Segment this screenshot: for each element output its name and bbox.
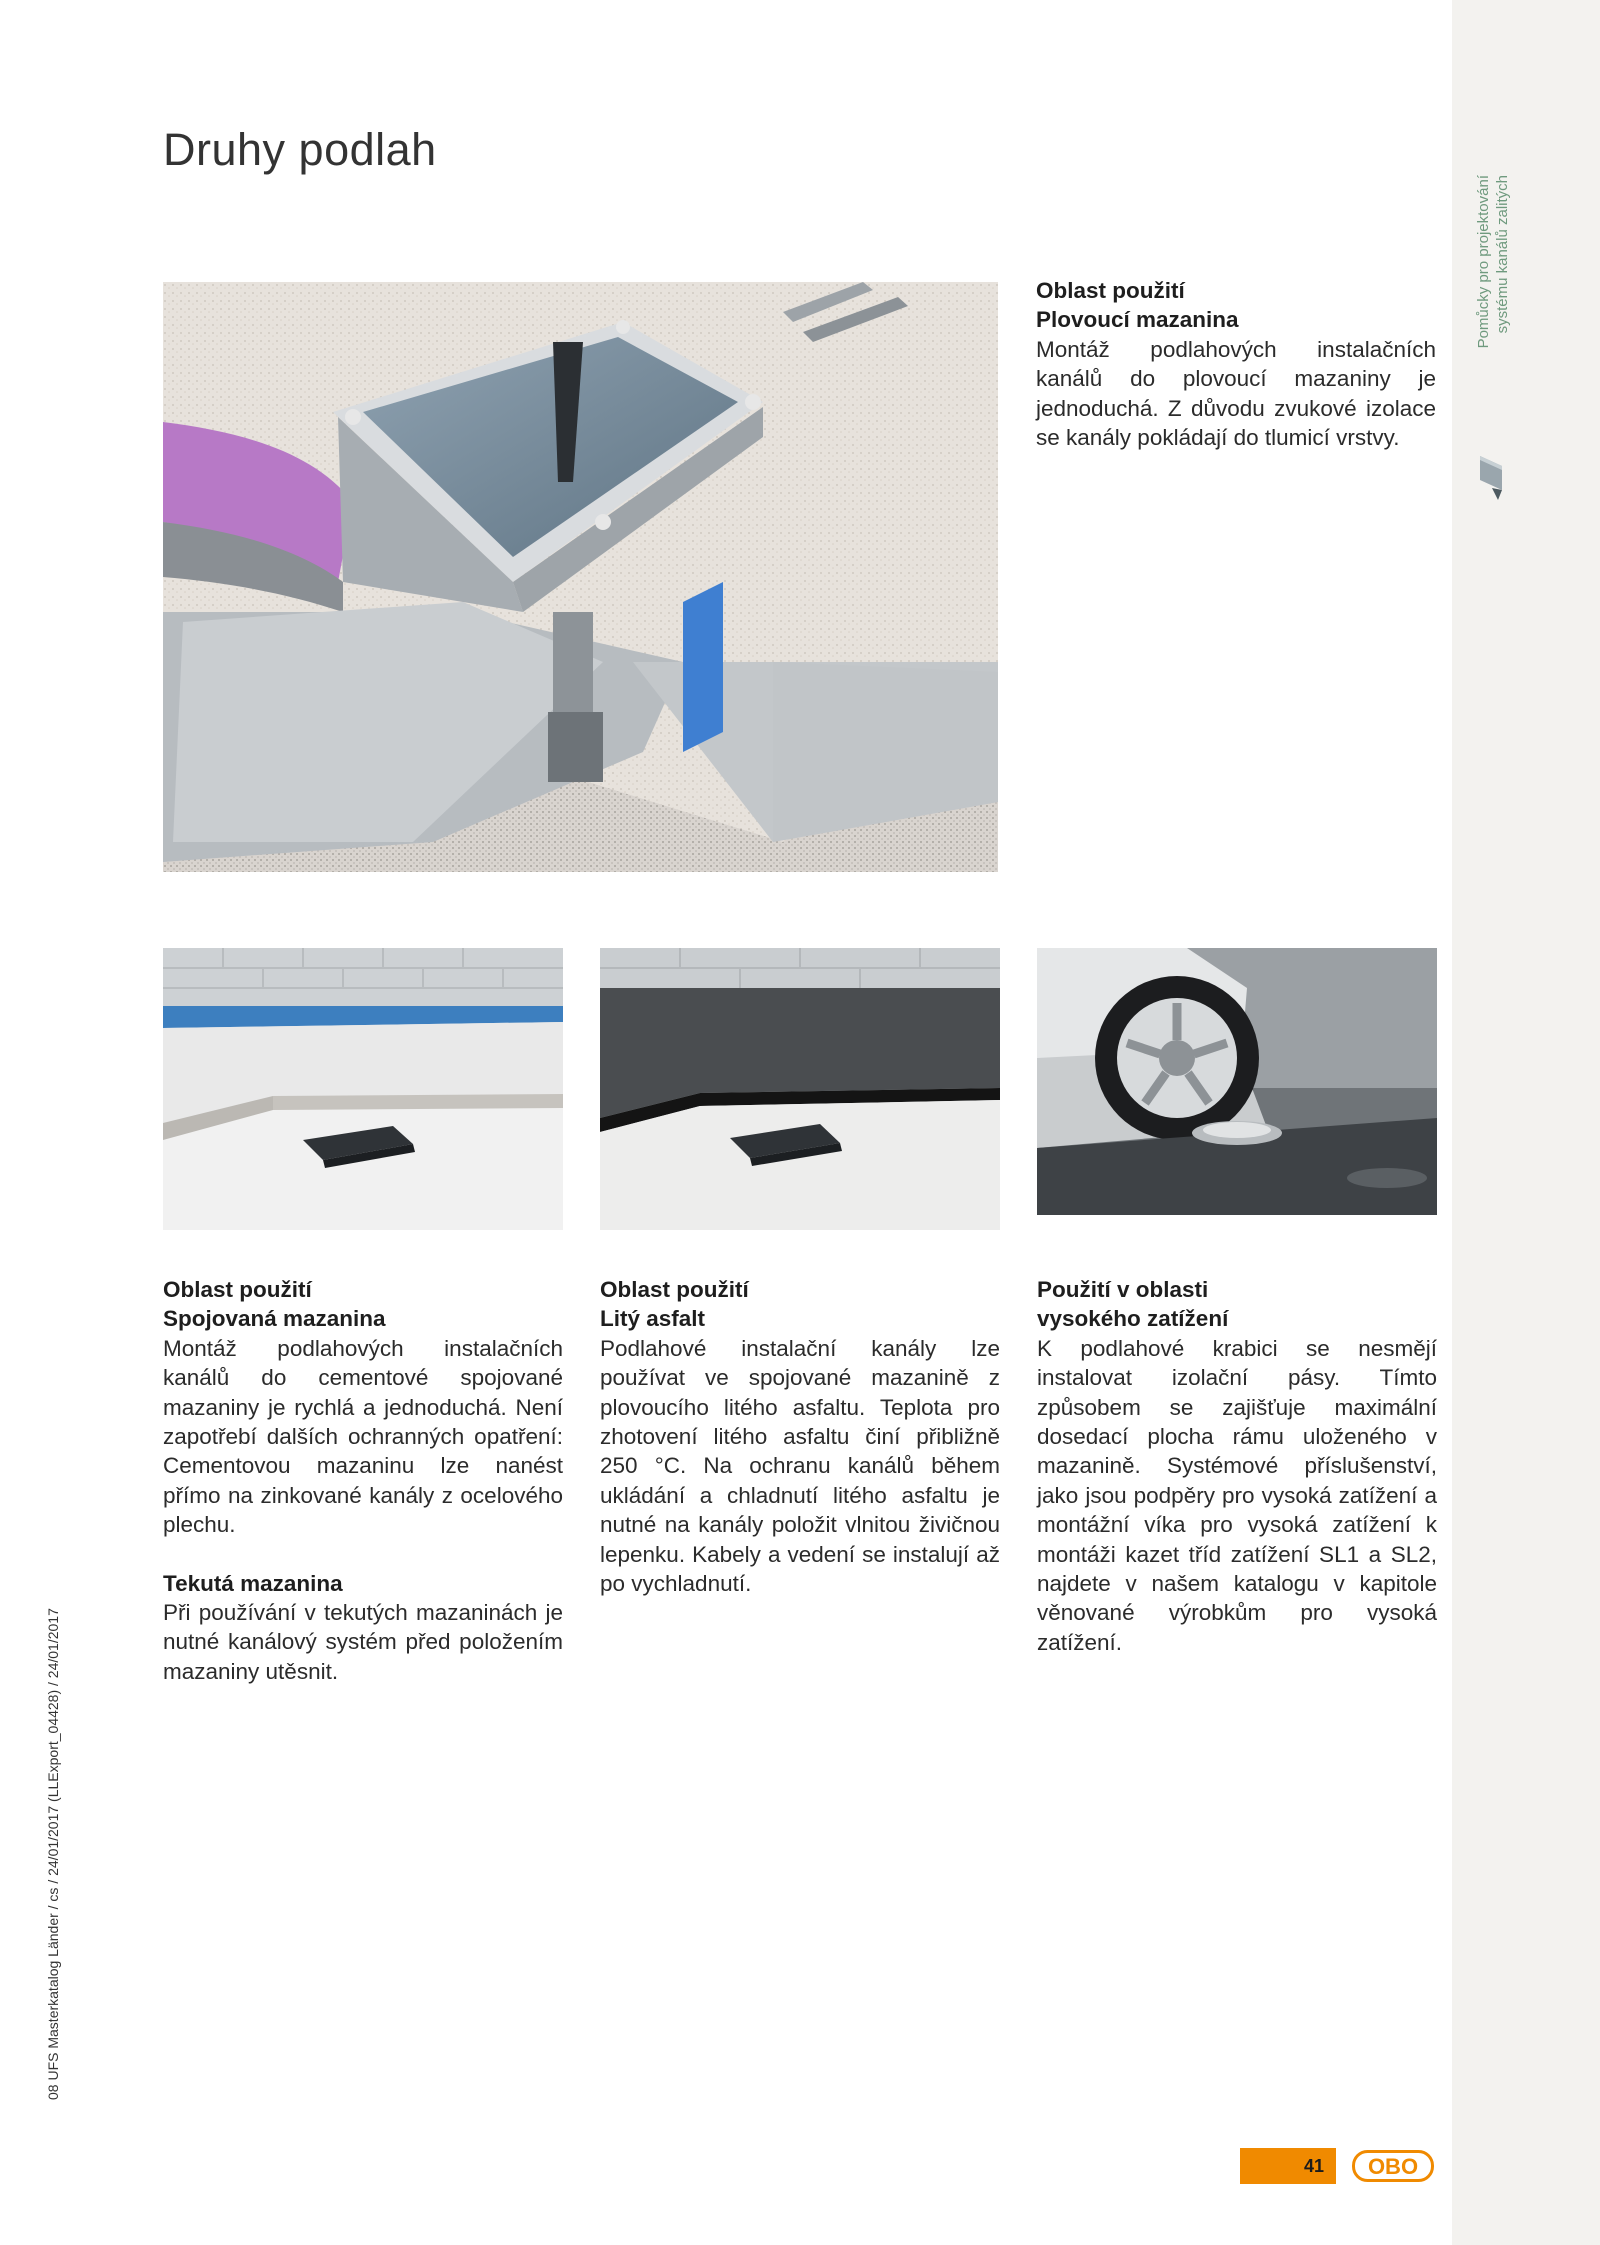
floor-box-photo (163, 282, 998, 872)
side-label-line-2: systému kanálů zalitých (1494, 175, 1511, 334)
side-label (1474, 175, 1514, 435)
bonded-heading-1: Oblast použití (163, 1277, 312, 1302)
asphalt-heading-2: Litý asfalt (600, 1306, 706, 1332)
page-title: Druhy podlah (163, 124, 437, 175)
liquid-screed-body: Při používání v tekutých mazaninách je nutné kanálový systém před položením mazaniny utěsnit. (163, 1600, 563, 1684)
chapter-marker-icon (1478, 450, 1504, 502)
page-number-tab (1240, 2148, 1336, 2184)
side-label-line-1: Pomůcky pro projektování (1475, 175, 1492, 349)
bonded-screed-photo (163, 948, 563, 1230)
bonded-body: Montáž podlahových instalačních kanálů do cementové spojované mazaniny je rychlá a jednoduchá. Není zapotřebí dalších ochranných opatření: Cementovou mazaninu lze nanést přímo na zinkované kanály z ocelového plechu. (163, 1335, 563, 1538)
obo-logo-text: OBO (1367, 2154, 1419, 2179)
liquid-screed-heading: Tekutá mazanina (163, 1570, 343, 1596)
bonded-screed-text (163, 1275, 563, 1686)
mastic-asphalt-text (600, 1275, 1000, 1598)
heavy-load-text (1037, 1275, 1437, 1657)
heavy-load-photo (1037, 948, 1437, 1215)
obo-logo (1352, 2150, 1434, 2182)
print-footer (40, 1540, 66, 2100)
floating-heading-2: Plovoucí mazanina (1036, 307, 1239, 333)
floating-body: Montáž podlahových instalačních kanálů do plovoucí mazaniny je jednoduchá. Z důvodu zvukové izolace se kanály pokládají do tlumicí vrstvy. (1036, 336, 1436, 451)
mastic-asphalt-photo (600, 948, 1000, 1230)
asphalt-heading-1: Oblast použití (600, 1277, 749, 1302)
floating-screed-text (1036, 276, 1436, 452)
asphalt-body: Podlahové instalační kanály lze používat ve spojované mazanině z plovoucího litého asfaltu. Teplota pro zhotovení litého asfaltu činí přibližně 250 °C. Na ochranu kanálů během ukládání a chladnutí litého asfaltu je nutné na kanály položit vlnitou živičnou lepenku. Kabely a vedení se instalují až po vychladnutí. (600, 1335, 1000, 1597)
heavy-body: K podlahové krabici se nesmějí instalovat izolační pásy. Tímto způsobem se zajišťuje maximální dosedací plocha rámu uloženého v mazanině. Systémové příslušenství, jako jsou podpěry pro vysoká zatížení a montážní víka pro vysoká zatížení k montáži kazet tříd zatížení SL1 a SL2, najdete v našem katalogu v kapitole věnované výrobkům pro vysoká zatížení. (1037, 1335, 1437, 1655)
floating-heading-1: Oblast použití (1036, 278, 1185, 303)
page-number: 41 (1303, 2156, 1325, 2176)
print-footer-text: 08 UFS Masterkatalog Länder / cs / 24/01/2017 (LLExport_04428) / 24/01/2017 (45, 1608, 61, 2100)
heavy-heading-1: Použití v oblasti (1037, 1277, 1209, 1302)
bonded-heading-2: Spojovaná mazanina (163, 1306, 386, 1332)
heavy-heading-2: vysokého zatížení (1037, 1306, 1229, 1332)
